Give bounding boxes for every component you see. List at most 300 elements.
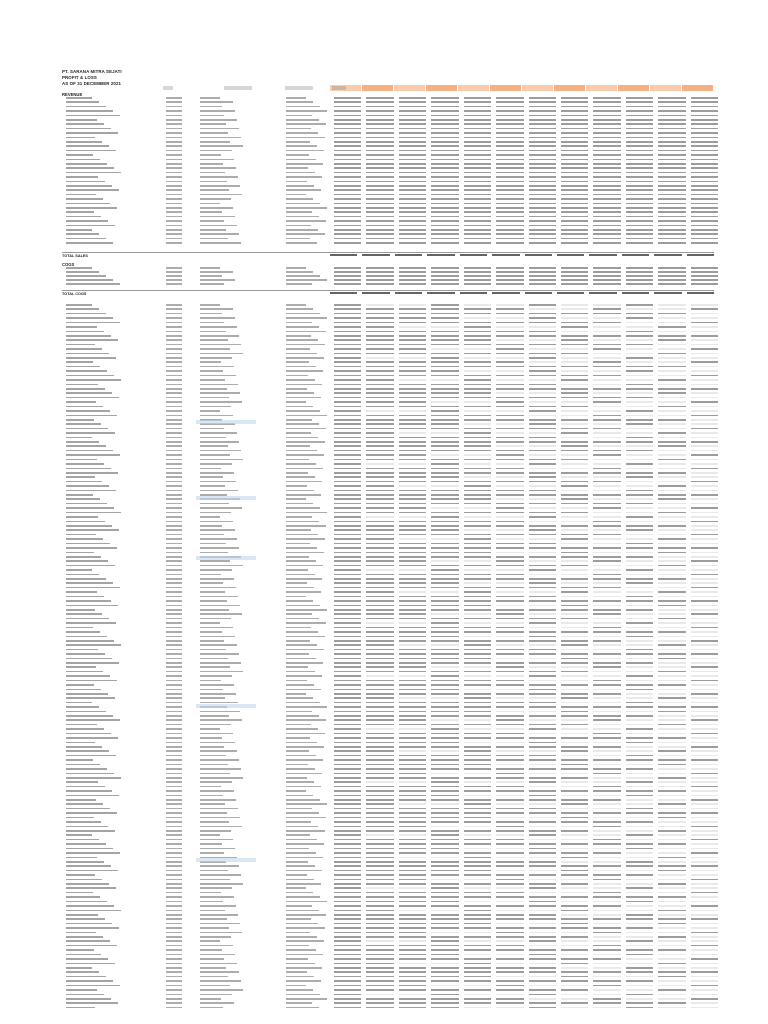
row-code: [166, 980, 182, 982]
row-code: [166, 662, 182, 664]
row-mapping-sub: [286, 675, 322, 677]
row-label: [66, 971, 99, 973]
table-row: [66, 267, 714, 269]
row-mapping: [200, 715, 229, 717]
row-label: [66, 799, 96, 801]
table-row: [66, 159, 714, 161]
row-mapping-sub: [286, 932, 310, 934]
row-values: [334, 702, 718, 704]
row-mapping-sub: [286, 339, 318, 341]
row-code: [166, 750, 182, 752]
row-code: [166, 242, 182, 244]
row-values: [334, 658, 718, 660]
table-row: [66, 529, 714, 531]
row-values: [334, 335, 718, 337]
row-values: [334, 317, 718, 319]
table-row: [66, 861, 714, 863]
row-code: [166, 468, 182, 470]
row-mapping: [200, 388, 227, 390]
row-mapping: [200, 896, 234, 898]
row-mapping: [200, 507, 242, 509]
table-row: [66, 233, 714, 235]
row-label: [66, 401, 96, 403]
row-code: [166, 724, 182, 726]
table-row: [66, 923, 714, 925]
row-values: [334, 176, 718, 178]
row-mapping: [200, 410, 220, 412]
row-label: [66, 410, 110, 412]
table-row: [66, 207, 714, 209]
table-row: [66, 711, 714, 713]
row-mapping-sub: [286, 406, 313, 408]
row-label: [66, 344, 95, 346]
row-label: [66, 940, 110, 942]
row-code: [166, 777, 182, 779]
row-label: [66, 879, 102, 881]
row-values: [334, 357, 718, 359]
row-mapping: [200, 339, 228, 341]
row-mapping: [200, 795, 223, 797]
row-label: [66, 706, 99, 708]
table-row: [66, 724, 714, 726]
row-mapping-sub: [286, 865, 315, 867]
table-row: [66, 490, 714, 492]
row-code: [166, 459, 182, 461]
row-mapping-sub: [286, 203, 320, 205]
row-code: [166, 892, 182, 894]
table-row: [66, 128, 714, 130]
row-mapping-sub: [286, 322, 312, 324]
row-mapping: [200, 892, 221, 894]
table-row: [66, 534, 714, 536]
highlight-cell: [196, 420, 256, 424]
row-code: [166, 963, 182, 965]
row-values: [334, 271, 718, 273]
row-mapping-sub: [286, 521, 319, 523]
row-mapping: [200, 689, 223, 691]
row-mapping: [200, 375, 236, 377]
row-code: [166, 834, 182, 836]
table-row: [66, 194, 714, 196]
row-mapping-sub: [286, 609, 327, 611]
row-label: [66, 591, 97, 593]
row-mapping: [200, 271, 233, 273]
row-mapping-sub: [286, 742, 317, 744]
row-values: [334, 521, 718, 523]
row-values: [334, 242, 718, 244]
row-mapping: [200, 728, 220, 730]
row-label: [66, 225, 115, 227]
table-row: [66, 773, 714, 775]
row-values: [334, 326, 718, 328]
row-mapping-sub: [286, 719, 326, 721]
row-label: [66, 618, 109, 620]
row-code: [166, 874, 182, 876]
row-mapping-sub: [286, 746, 324, 748]
table-row: [66, 145, 714, 147]
row-mapping: [200, 437, 226, 439]
row-mapping: [200, 463, 232, 465]
row-code: [166, 304, 182, 306]
row-label: [66, 830, 115, 832]
row-code: [166, 693, 182, 695]
row-mapping-sub: [286, 671, 315, 673]
row-label: [66, 896, 100, 898]
row-values: [334, 525, 718, 527]
row-mapping: [200, 172, 225, 174]
row-mapping: [200, 432, 237, 434]
row-code: [166, 684, 182, 686]
row-values: [334, 560, 718, 562]
row-mapping: [200, 693, 236, 695]
row-values: [334, 490, 718, 492]
row-mapping: [200, 733, 233, 735]
row-mapping: [200, 283, 224, 285]
row-mapping: [200, 609, 229, 611]
row-label: [66, 764, 100, 766]
row-label: [66, 910, 121, 912]
row-label: [66, 313, 106, 315]
row-label: [66, 582, 113, 584]
row-mapping: [200, 326, 237, 328]
table-row: [66, 547, 714, 549]
row-mapping-sub: [286, 799, 320, 801]
row-mapping-sub: [286, 843, 324, 845]
row-code: [166, 267, 182, 269]
table-row: [66, 675, 714, 677]
row-code: [166, 521, 182, 523]
table-row: [66, 746, 714, 748]
table-row: [66, 344, 714, 346]
row-label: [66, 308, 99, 310]
row-label: [66, 388, 105, 390]
table-row: [66, 388, 714, 390]
table-row: [66, 512, 714, 514]
table-row: [66, 768, 714, 770]
row-mapping: [200, 211, 222, 213]
row-values: [334, 211, 718, 213]
row-values: [334, 671, 718, 673]
row-values: [334, 985, 718, 987]
row-values: [334, 605, 718, 607]
row-values: [334, 172, 718, 174]
row-code: [166, 764, 182, 766]
row-mapping: [200, 742, 235, 744]
row-mapping-sub: [286, 790, 306, 792]
table-row: [66, 538, 714, 540]
row-code: [166, 150, 182, 152]
row-mapping: [200, 697, 225, 699]
row-code: [166, 998, 182, 1000]
row-mapping: [200, 441, 239, 443]
row-mapping: [200, 936, 231, 938]
row-mapping: [200, 485, 225, 487]
row-values: [334, 883, 718, 885]
row-values: [334, 119, 718, 121]
row-values: [334, 879, 718, 881]
row-mapping-sub: [286, 423, 319, 425]
company-name: PT. SARANA MITRA SEJATI: [62, 69, 122, 74]
row-label: [66, 627, 93, 629]
row-code: [166, 1007, 182, 1009]
row-values: [334, 618, 718, 620]
table-row: [66, 141, 714, 143]
row-mapping: [200, 578, 234, 580]
row-label: [66, 437, 92, 439]
table-row: [66, 653, 714, 655]
row-values: [334, 675, 718, 677]
row-values: [334, 275, 718, 277]
row-mapping-sub: [286, 207, 327, 209]
row-label: [66, 693, 108, 695]
table-row: [66, 945, 714, 947]
row-mapping-sub: [286, 547, 317, 549]
row-code: [166, 848, 182, 850]
row-code: [166, 490, 182, 492]
row-label: [66, 622, 116, 624]
row-mapping-sub: [286, 353, 317, 355]
table-row: [66, 220, 714, 222]
table-row: [66, 786, 714, 788]
row-mapping: [200, 322, 224, 324]
row-mapping: [200, 189, 229, 191]
table-row: [66, 742, 714, 744]
row-label: [66, 715, 113, 717]
row-code: [166, 216, 182, 218]
row-mapping-sub: [286, 945, 309, 947]
row-label: [66, 905, 114, 907]
row-label: [66, 808, 110, 810]
table-row: [66, 905, 714, 907]
table-row: [66, 914, 714, 916]
table-row: [66, 279, 714, 281]
row-code: [166, 675, 182, 677]
row-code: [166, 578, 182, 580]
row-code: [166, 313, 182, 315]
row-code: [166, 375, 182, 377]
row-code: [166, 711, 182, 713]
row-mapping-sub: [286, 189, 321, 191]
row-code: [166, 233, 182, 235]
table-row: [66, 680, 714, 682]
row-mapping: [200, 384, 238, 386]
row-mapping: [200, 719, 242, 721]
row-code: [166, 954, 182, 956]
row-label: [66, 781, 98, 783]
row-code: [166, 949, 182, 951]
row-code: [166, 194, 182, 196]
row-mapping-sub: [286, 331, 326, 333]
total-sales-label: TOTAL SALES: [62, 253, 88, 258]
row-label: [66, 666, 96, 668]
row-values: [334, 662, 718, 664]
row-mapping: [200, 887, 232, 889]
row-values: [334, 609, 718, 611]
row-values: [334, 697, 718, 699]
row-mapping-sub: [286, 410, 320, 412]
row-mapping: [200, 821, 229, 823]
row-values: [334, 998, 718, 1000]
row-label: [66, 777, 121, 779]
row-values: [334, 755, 718, 757]
row-mapping: [200, 618, 231, 620]
row-mapping: [200, 927, 229, 929]
row-mapping: [200, 781, 232, 783]
row-mapping-sub: [286, 242, 317, 244]
row-mapping-sub: [286, 1007, 319, 1009]
row-code: [166, 476, 182, 478]
table-row: [66, 883, 714, 885]
row-code: [166, 914, 182, 916]
table-row: [66, 137, 714, 139]
row-mapping-sub: [286, 490, 314, 492]
row-mapping: [200, 159, 234, 161]
row-mapping-sub: [286, 985, 306, 987]
row-mapping: [200, 415, 233, 417]
row-label: [66, 768, 107, 770]
table-row: [66, 326, 714, 328]
column-header: [224, 86, 252, 90]
row-label: [66, 954, 101, 956]
row-mapping-sub: [286, 640, 310, 642]
table-row: [66, 671, 714, 673]
table-row: [66, 927, 714, 929]
table-row: [66, 980, 714, 982]
row-label: [66, 525, 112, 527]
row-mapping-sub: [286, 419, 312, 421]
row-code: [166, 1002, 182, 1004]
row-mapping: [200, 843, 222, 845]
row-mapping-sub: [286, 662, 323, 664]
row-values: [334, 216, 718, 218]
row-mapping-sub: [286, 781, 314, 783]
row-mapping-sub: [286, 308, 313, 310]
row-code: [166, 808, 182, 810]
row-mapping-sub: [286, 1002, 312, 1004]
row-label: [66, 985, 120, 987]
row-values: [334, 565, 718, 567]
row-label: [66, 370, 107, 372]
row-code: [166, 481, 182, 483]
row-mapping: [200, 468, 221, 470]
row-mapping-sub: [286, 653, 309, 655]
row-mapping: [200, 450, 241, 452]
row-values: [334, 229, 718, 231]
row-mapping: [200, 764, 228, 766]
row-values: [334, 843, 718, 845]
row-mapping: [200, 883, 243, 885]
row-mapping-sub: [286, 128, 311, 130]
row-mapping: [200, 203, 220, 205]
row-code: [166, 529, 182, 531]
row-mapping: [200, 361, 221, 363]
table-row: [66, 392, 714, 394]
table-row: [66, 578, 714, 580]
row-values: [334, 649, 718, 651]
row-values: [334, 631, 718, 633]
row-label: [66, 927, 119, 929]
table-row: [66, 335, 714, 337]
row-values: [334, 989, 718, 991]
row-code: [166, 353, 182, 355]
row-mapping-sub: [286, 141, 310, 143]
table-row: [66, 879, 714, 881]
row-values: [334, 936, 718, 938]
row-mapping: [200, 392, 240, 394]
row-label: [66, 662, 119, 664]
row-label: [66, 189, 119, 191]
row-code: [166, 137, 182, 139]
row-code: [166, 958, 182, 960]
row-mapping: [200, 275, 222, 277]
row-values: [334, 397, 718, 399]
row-values: [334, 476, 718, 478]
row-mapping-sub: [286, 271, 313, 273]
row-label: [66, 746, 102, 748]
table-row: [66, 662, 714, 664]
row-mapping: [200, 631, 222, 633]
row-label: [66, 326, 97, 328]
row-values: [334, 905, 718, 907]
row-values: [334, 927, 718, 929]
row-code: [166, 605, 182, 607]
row-code: [166, 317, 182, 319]
row-mapping-sub: [286, 154, 309, 156]
row-values: [334, 481, 718, 483]
row-code: [166, 799, 182, 801]
table-row: [66, 609, 714, 611]
row-label: [66, 516, 98, 518]
row-mapping-sub: [286, 392, 314, 394]
row-mapping-sub: [286, 560, 316, 562]
row-mapping-sub: [286, 384, 322, 386]
row-mapping: [200, 233, 239, 235]
row-mapping-sub: [286, 185, 314, 187]
row-label: [66, 596, 104, 598]
row-mapping-sub: [286, 229, 318, 231]
row-code: [166, 976, 182, 978]
row-code: [166, 596, 182, 598]
row-code: [166, 861, 182, 863]
row-mapping: [200, 379, 225, 381]
row-mapping: [200, 229, 226, 231]
table-row: [66, 211, 714, 213]
table-row: [66, 605, 714, 607]
row-mapping: [200, 613, 242, 615]
row-code: [166, 940, 182, 942]
row-code: [166, 441, 182, 443]
row-mapping-sub: [286, 826, 318, 828]
row-label: [66, 322, 120, 324]
row-values: [334, 498, 718, 500]
expense-rows: [66, 304, 714, 1012]
row-mapping: [200, 662, 241, 664]
row-code: [166, 932, 182, 934]
row-code: [166, 225, 182, 227]
row-mapping-sub: [286, 605, 320, 607]
row-label: [66, 521, 105, 523]
row-code: [166, 115, 182, 117]
row-mapping: [200, 945, 233, 947]
row-mapping-sub: [286, 627, 311, 629]
table-row: [66, 834, 714, 836]
table-row: [66, 936, 714, 938]
table-row: [66, 852, 714, 854]
row-mapping: [200, 777, 243, 779]
row-values: [334, 181, 718, 183]
row-code: [166, 812, 182, 814]
row-code: [166, 167, 182, 169]
